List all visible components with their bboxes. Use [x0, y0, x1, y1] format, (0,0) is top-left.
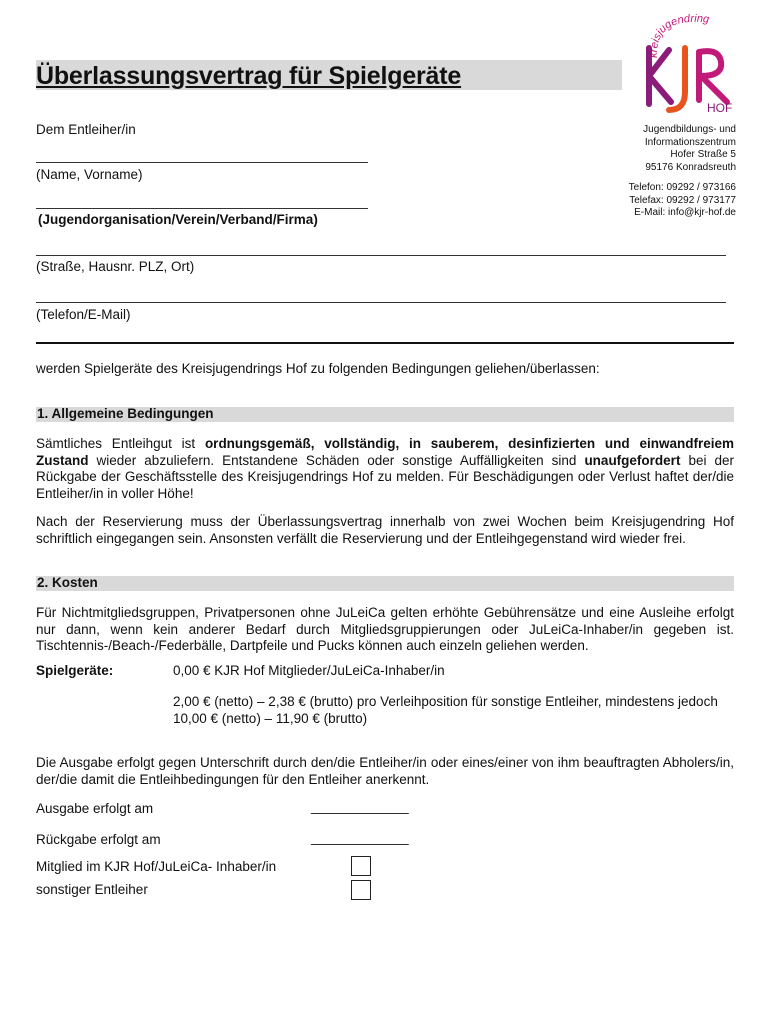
- issued-date-field[interactable]: _____________: [311, 799, 409, 814]
- logo-subtitle: HOF: [707, 101, 733, 114]
- name-label: (Name, Vorname): [36, 167, 143, 182]
- org-line: Hofer Straße 5: [670, 149, 736, 160]
- org-line: Informationszentrum: [644, 136, 736, 148]
- contact-label: (Telefon/E-Mail): [36, 307, 131, 322]
- address-input-line[interactable]: [36, 255, 726, 256]
- org-fax: Telefax: 09292 / 973177: [629, 194, 736, 206]
- section2-paragraph2: Die Ausgabe erfolgt gegen Unterschrift durch den/die Entleiher/in oder eines/einer von ihm beauftragten Abholers/in, der/die damit die Entleihbedingungen für den Entleiher anerkennt.: [36, 755, 734, 787]
- organization-label: (Jugendorganisation/Verein/Verband/Firma): [38, 212, 318, 227]
- price-members: 0,00 € KJR Hof Mitglieder/JuLeiCa-Inhaber/in: [173, 663, 445, 678]
- logo-arc-text: kreisjugendring: [647, 14, 710, 59]
- org-line: Jugendbildungs- und: [643, 124, 736, 135]
- price-label: Spielgeräte:: [36, 663, 114, 678]
- org-line: 95176 Konradsreuth: [645, 161, 736, 173]
- s1p1-text3: bei der Rückgabe der Geschäftsstelle des Kreisjugendrings Hof zu melden. Für Beschädigungen oder Verlust haftet der/die Entleiher/in in voller Höhe!: [36, 452, 734, 501]
- logo-letter-r: [699, 51, 727, 102]
- kjr-logo: [635, 14, 745, 114]
- price-others: 2,00 € (netto) – 2,38 € (brutto) pro Verleihposition für sonstige Entleiher, mindestens jedoch 10,00 € (netto) – 11,90 € (brutto): [173, 694, 718, 726]
- section2-heading-bar: [36, 576, 734, 591]
- name-input-line[interactable]: [36, 162, 368, 163]
- s1p1-text: Sämtliches Entleihgut ist: [36, 436, 205, 451]
- section1-paragraph1: [36, 436, 734, 502]
- s1p1-text2: wieder abzuliefern. Entstandene Schäden oder sonstige Auffälligkeiten sind: [88, 452, 585, 468]
- organization-input-line[interactable]: [36, 208, 368, 209]
- address-label: (Straße, Hausnr. PLZ, Ort): [36, 259, 195, 274]
- s1p1-bold2: unaufgefordert: [584, 452, 681, 468]
- contact-input-line[interactable]: [36, 302, 726, 303]
- section1-paragraph2: Nach der Reservierung muss der Überlassungsvertrag innerhalb von zwei Wochen beim Kreisjugendring Hof schriftlich eingegangen sein. Ansonsten verfällt die Reservierung und der Entleihgegenstand wird wieder frei.: [36, 514, 734, 546]
- divider: [36, 342, 734, 344]
- member-checkbox[interactable]: [351, 856, 371, 876]
- intro-label: Dem Entleiher/in: [36, 122, 136, 137]
- lead-sentence: werden Spielgeräte des Kreisjugendrings Hof zu folgenden Bedingungen geliehen/überlassen:: [36, 361, 600, 376]
- org-email: E-Mail: info@kjr-hof.de: [634, 207, 736, 218]
- page-title: Überlassungsvertrag für Spielgeräte: [36, 62, 462, 90]
- org-phone: Telefon: 09292 / 973166: [628, 182, 736, 193]
- issued-label: Ausgabe erfolgt am: [36, 801, 154, 816]
- returned-label: Rückgabe erfolgt am: [36, 832, 161, 847]
- section1-heading: 1. Allgemeine Bedingungen: [37, 406, 214, 421]
- other-label: sonstiger Entleiher: [36, 882, 148, 897]
- section2-heading: 2. Kosten: [37, 575, 98, 590]
- s1p1-bold: ordnungsgemäß, vollständig, in sauberem, desinfizierten und einwandfreiem Zustand: [36, 436, 734, 468]
- member-label: Mitglied im KJR Hof/JuLeiCa- Inhaber/in: [36, 859, 277, 874]
- returned-date-field[interactable]: _____________: [311, 830, 409, 845]
- section2-paragraph1: Für Nichtmitgliedsgruppen, Privatpersonen ohne JuLeiCa gelten erhöhte Gebührensätze und eine Ausleihe erfolgt nur dann, wenn kein anderer Bedarf durch Mitgliedsgruppierungen oder JuLeiCa-Inhaber/in gegeben ist. Tischtennis-/Beach-/Federbälle, Dartpfeile und Pucks können auch einzeln geliehen werden.: [36, 605, 734, 653]
- organization-label-text: Jugendorganisation/Verein/Verband/Firma: [42, 212, 314, 227]
- other-checkbox[interactable]: [351, 880, 371, 900]
- organization-address: [629, 124, 736, 220]
